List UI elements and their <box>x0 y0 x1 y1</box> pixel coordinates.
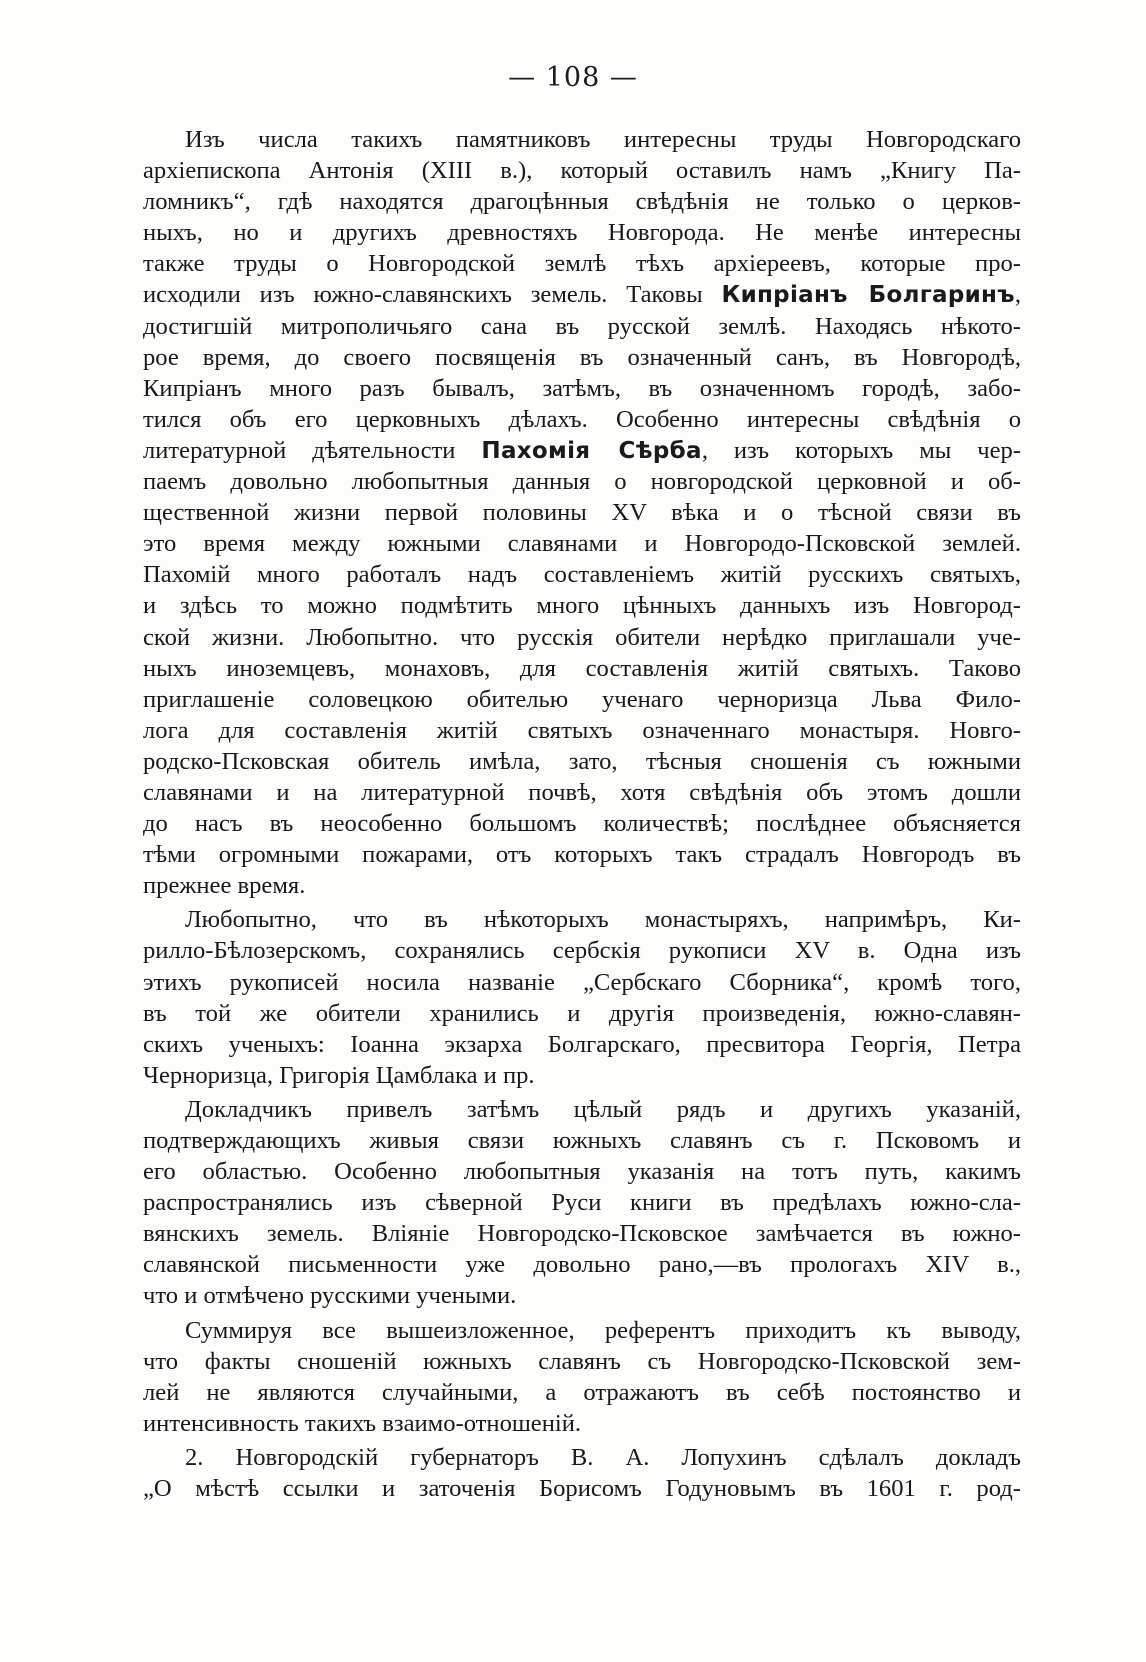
paragraph <box>143 124 1021 901</box>
text-line: распространялись изъ сѣверной Руси книги въ предѣлахъ южно-сла- <box>143 1189 1021 1217</box>
text-line: этихъ рукописей носила названіе „Сербскаго Сборника“, кромѣ того, <box>143 968 1021 996</box>
text-line: также труды о Новгородской землѣ тѣхъ архіереевъ, которые про- <box>143 250 1021 278</box>
text-run: , <box>1014 281 1021 309</box>
person-name: Пахомія Сѣрба <box>481 437 702 464</box>
text-line: тѣми огромными пожарами, отъ которыхъ такъ страдалъ Новгородъ въ <box>143 841 1021 869</box>
text-line: паемъ довольно любопытныя данныя о новгородской церковной и об- <box>143 468 1021 496</box>
text-line: Суммируя все вышеизложенное, референтъ приходитъ къ выводу, <box>185 1316 1021 1344</box>
paragraph <box>143 1315 1021 1439</box>
text-line: архіепископа Антонія (XIII в.), который оставилъ намъ „Книгу Па- <box>143 157 1021 185</box>
text-line <box>143 435 1021 466</box>
text-run: исходили изъ южно-славянскихъ земель. Таковы <box>143 281 722 309</box>
text-line: ныхъ иноземцевъ, монаховъ, для составленія житій святыхъ. Таково <box>143 654 1021 682</box>
text-line: ской жизни. Любопытно. что русскія обители нерѣдко приглашали уче- <box>143 623 1021 651</box>
text-line: родско-Псковская обитель имѣла, зато, тѣсныя сношенія съ южными <box>143 747 1021 775</box>
paragraph <box>143 1094 1021 1312</box>
person-name: Кипріанъ Болгаринъ <box>721 282 1015 309</box>
text-line: подтверждающихъ живыя связи южныхъ славянъ съ г. Псковомъ и <box>143 1127 1021 1154</box>
text-line: славянами и на литературной почвѣ, хотя свѣдѣнія объ этомъ дошли <box>143 778 1021 806</box>
text-line: лога для составленія житій святыхъ означеннаго монастыря. Новго- <box>143 716 1021 744</box>
text-line: интенсивность такихъ взаимо-отношеній. <box>143 1409 582 1437</box>
text-line: достигшій митрополичьяго сана въ русской землѣ. Находясь нѣкото- <box>143 312 1021 340</box>
text-line: Кипріанъ много разъ бывалъ, затѣмъ, въ означенномъ городѣ, забо- <box>143 374 1021 402</box>
paragraph <box>143 904 1021 1091</box>
text-line: ломникъ“, гдѣ находятся драгоцѣнныя свѣдѣнія не только о церков- <box>143 188 1021 216</box>
text-line: это время между южными славянами и Новгородо-Псковской землей. <box>143 530 1021 558</box>
text-line: въ той же обители хранились и другія произведенія, южно-славян- <box>143 999 1021 1027</box>
text-line <box>143 279 1021 310</box>
text-line: до насъ въ неособенно большомъ количествѣ; послѣднее объясняется <box>143 810 1021 838</box>
text-line: тился объ его церковныхъ дѣлахъ. Особенно интересны свѣдѣнія о <box>143 405 1021 433</box>
text-line: лей не являются случайными, а отражаютъ въ себѣ постоянство и <box>143 1378 1021 1406</box>
text-line: рилло-Бѣлозерскомъ, сохранялись сербскія рукописи XV в. Одна изъ <box>143 937 1021 965</box>
text-line: его областью. Особенно любопытныя указанія на тотъ путь, какимъ <box>143 1158 1021 1186</box>
text-line: Изъ числа такихъ памятниковъ интересны труды Новгородскаго <box>185 126 1021 153</box>
text-line: что и отмѣчено русскими учеными. <box>143 1282 517 1310</box>
text-line: приглашеніе соловецкою обителью ученаго черноризца Льва Фило- <box>143 685 1021 713</box>
text-line: славянской письменности уже довольно рано,—въ прологахъ XIV в., <box>143 1251 1021 1279</box>
text-line: и здѣсь то можно подмѣтить много цѣнныхъ данныхъ изъ Новгород- <box>143 592 1021 620</box>
page-number: — 108 — <box>508 62 638 93</box>
text-line: вянскихъ земель. Вліяніе Новгородско-Псковское замѣчается въ южно- <box>143 1220 1021 1248</box>
text-run: литературной дѣятельности <box>143 436 482 464</box>
text-line: „О мѣстѣ ссылки и заточенія Борисомъ Годуновымъ въ 1601 г. род- <box>143 1475 1021 1503</box>
text-line: скихъ ученыхъ: Іоанна экзарха Болгарскаго, пресвитора Георгія, Петра <box>143 1030 1021 1058</box>
text-line: Черноризца, Григорія Цамблака и пр. <box>143 1061 535 1089</box>
text-line: Пахомій много работалъ надъ составленіемъ житій русскихъ святыхъ, <box>143 561 1021 589</box>
text-line: Любопытно, что въ нѣкоторыхъ монастыряхъ, напримѣръ, Ки- <box>185 906 1021 934</box>
paragraph <box>143 1442 1021 1504</box>
text-line: 2. Новгородскій губернаторъ В. А. Лопухинъ сдѣлалъ докладъ <box>185 1443 1021 1471</box>
text-line: ныхъ, но и другихъ древностяхъ Новгорода. Не менѣе интересны <box>143 219 1021 247</box>
text-line: щественной жизни первой половины XV вѣка и о тѣсной связи въ <box>143 499 1021 527</box>
text-line: прежнее время. <box>143 872 306 900</box>
text-line: рое время, до своего посвященія въ означенный санъ, въ Новгородѣ, <box>143 343 1021 371</box>
text-run: , изъ которыхъ мы чер- <box>701 436 1021 464</box>
body-text <box>143 124 1021 1504</box>
text-line: что факты сношеній южныхъ славянъ съ Новгородско-Псковской зем- <box>143 1347 1021 1375</box>
text-line: Докладчикъ привелъ затѣмъ цѣлый рядъ и другихъ указаній, <box>185 1095 1021 1123</box>
